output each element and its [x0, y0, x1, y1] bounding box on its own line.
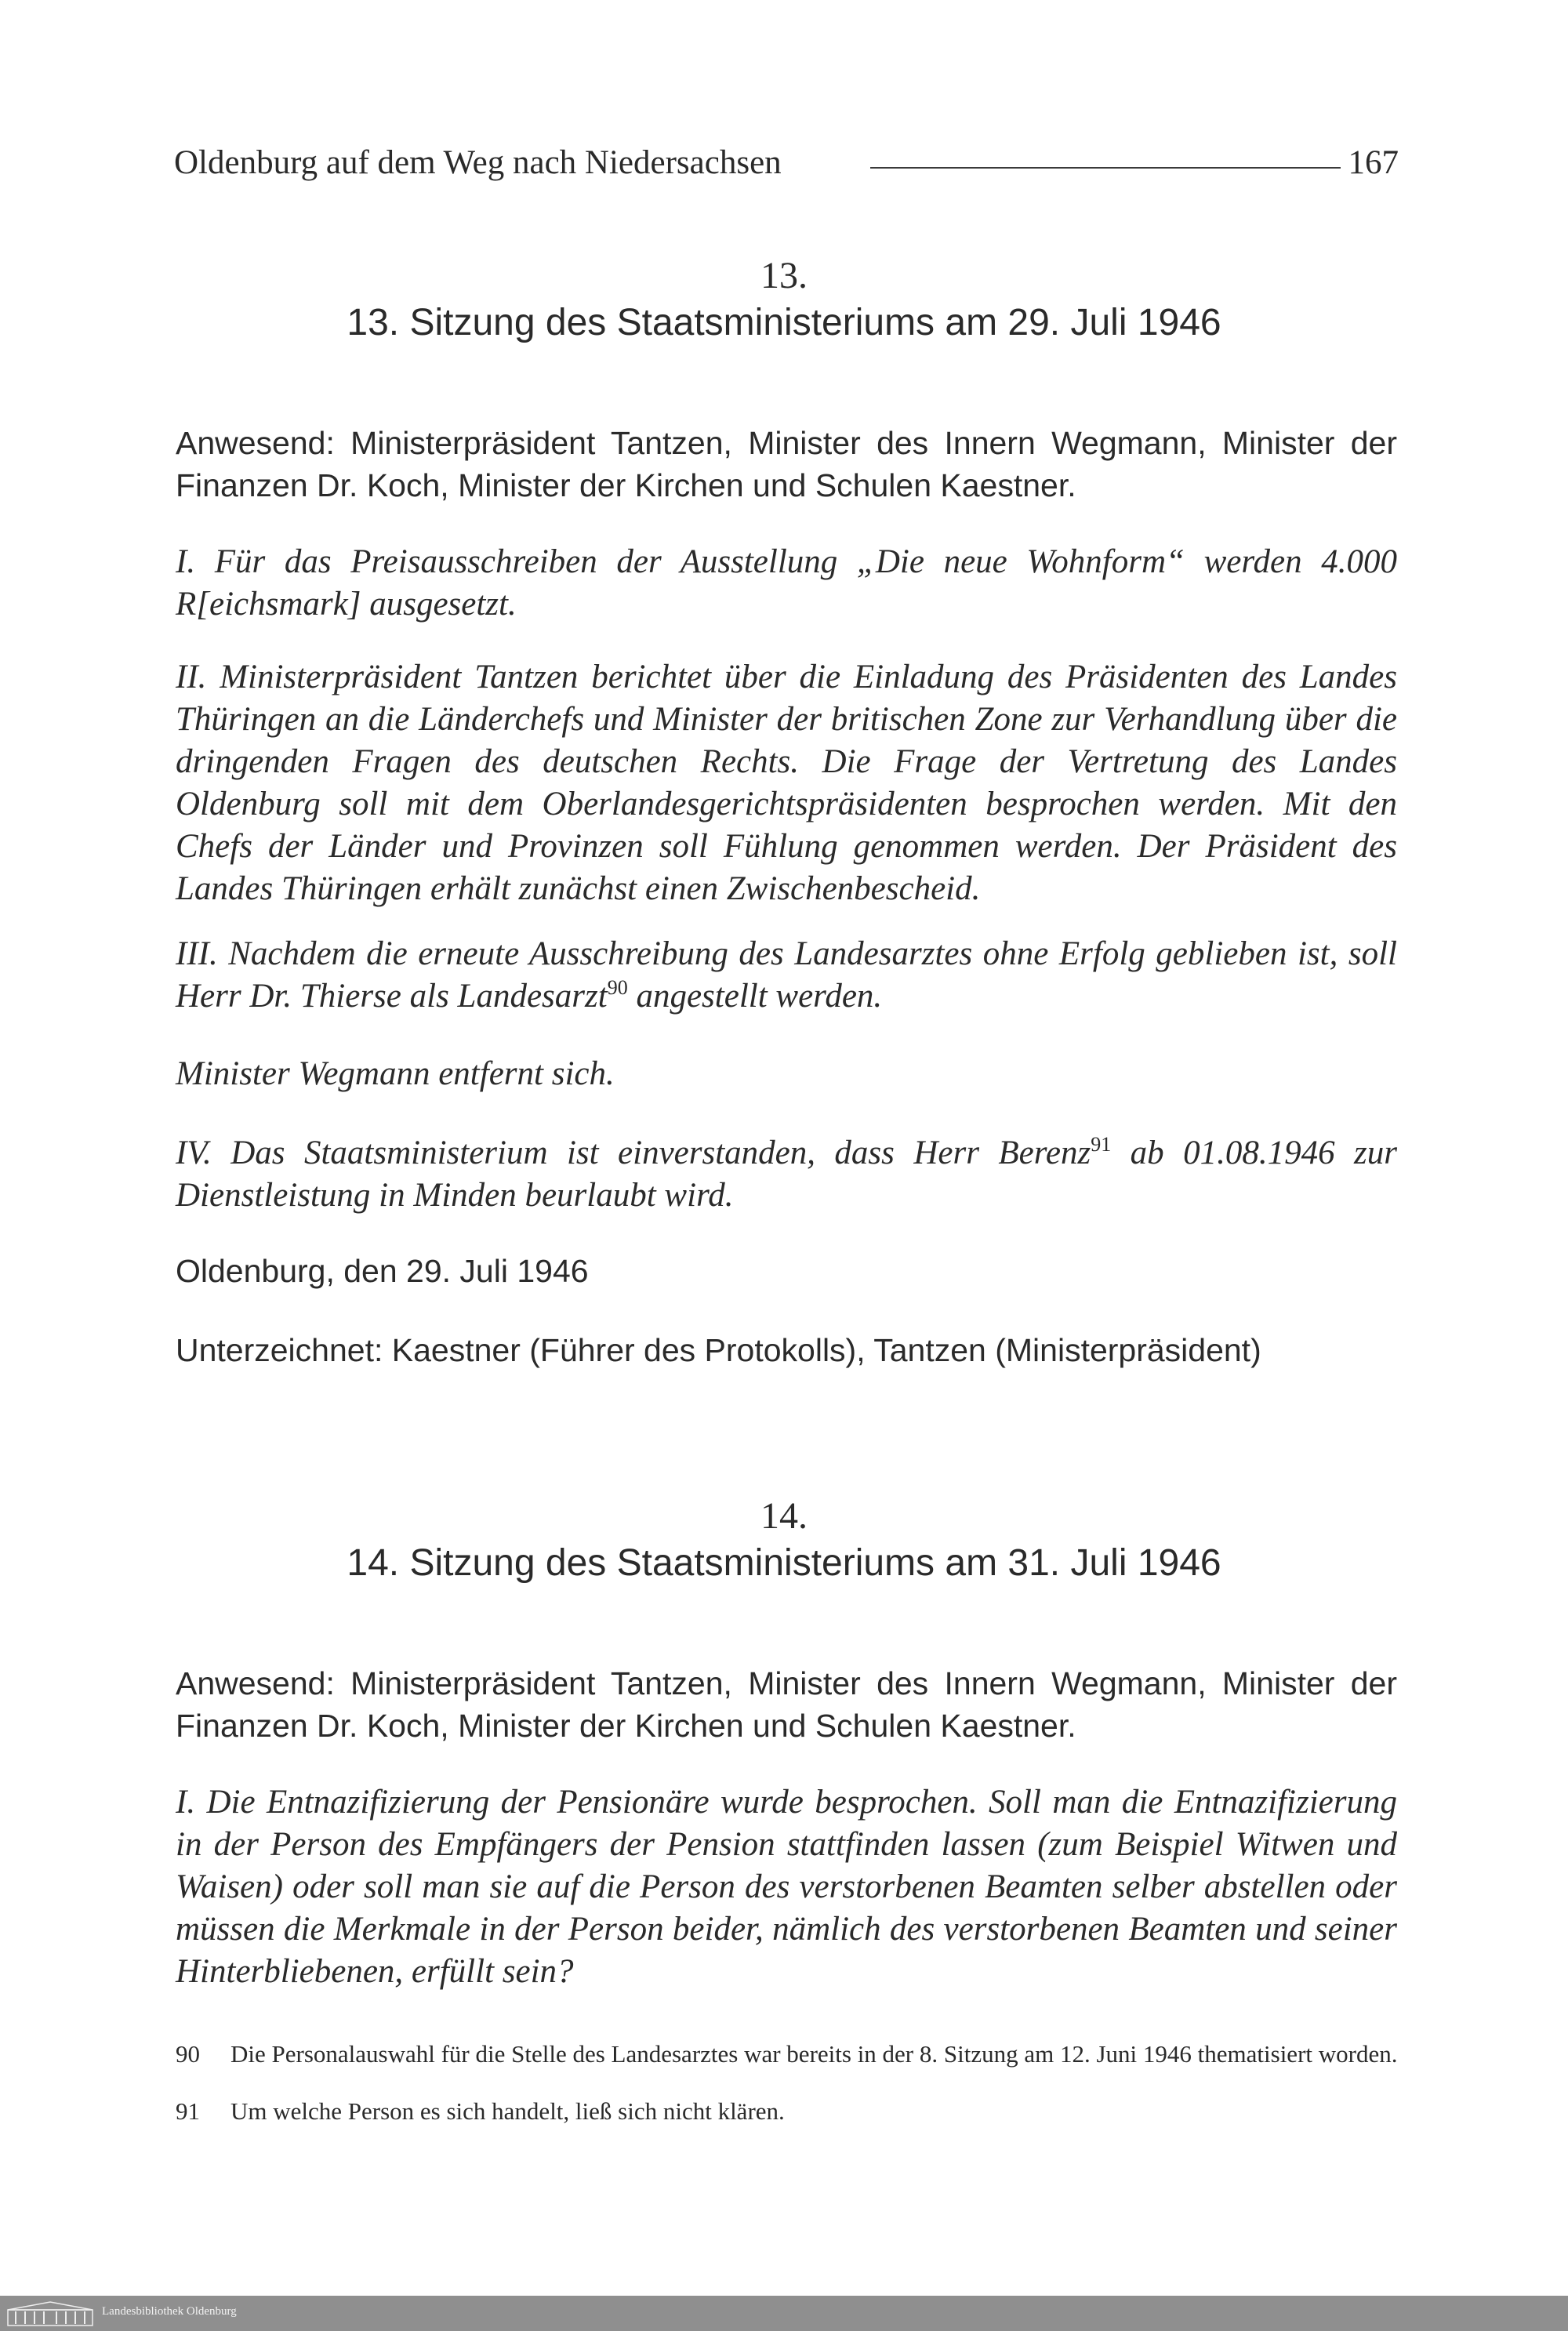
item-3-text-end: angestellt werden. [627, 978, 883, 1015]
section-13-item-3 [176, 933, 1397, 1018]
section-13-signature-line: Unterzeichnet: Kaestner (Führer des Protokolls), Tantzen (Ministerpräsident) [176, 1332, 1261, 1368]
footnote-number: 90 [176, 2040, 200, 2068]
section-13-title: 13. Sitzung des Staatsministeriums am 29. Juli 1946 [347, 302, 1221, 343]
header-rule [870, 167, 1341, 169]
library-footer-bar [0, 2296, 1568, 2331]
footnote-90 [176, 2041, 1399, 2068]
page-number: 167 [1348, 144, 1399, 181]
footnote-text: Um welche Person es sich handelt, ließ sich nicht klären. [230, 2097, 785, 2125]
section-13-attendance: Anwesend: Ministerpräsident Tantzen, Minister des Innern Wegmann, Minister der Finanzen Dr. Koch, Minister der Kirchen und Schulen Kaestner. [176, 425, 1397, 503]
item-3-text: III. Nachdem die erneute Ausschreibung des Landesarztes ohne Erfolg geblieben ist, soll Herr Dr. Thierse als Landesarzt [176, 935, 1397, 1015]
section-14-attendance: Anwesend: Ministerpräsident Tantzen, Minister des Innern Wegmann, Minister der Finanzen Dr. Koch, Minister der Kirchen und Schulen Kaestner. [176, 1665, 1397, 1744]
section-14-title: 14. Sitzung des Staatsministeriums am 31. Juli 1946 [347, 1542, 1221, 1584]
section-13-place-date: Oldenburg, den 29. Juli 1946 [176, 1253, 589, 1289]
footnote-91 [176, 2098, 1399, 2125]
library-name: Landesbibliothek Oldenburg [102, 2305, 237, 2318]
item-4-text-end: ab 01.08.1946 zur Dienstleistung in Minden beurlaubt wird. [176, 1135, 1397, 1214]
running-header [174, 140, 1399, 187]
section-14-number: 14. [760, 1495, 808, 1537]
item-4-text: IV. Das Staatsministerium ist einverstanden, dass Herr Berenz [176, 1135, 1091, 1171]
section-14-item-1: I. Die Entnazifizierung der Pensionäre wurde besprochen. Soll man die Entnazifizierung in der Person des Empfängers der Pension stattfinden lassen (zum Beispiel Witwen und Waisen) oder soll man sie auf die Person des verstorbenen Beamten selber abstellen oder müssen die Merkmale in der Person beider, nämlich des verstorbenen Beamten und seiner Hinterbliebenen, erfüllt sein? [176, 1784, 1397, 1990]
section-13-item-2: II. Ministerpräsident Tantzen berichtet über die Einladung des Präsidenten des Landes Thüringen an die Länderchefs und Minister der britischen Zone zur Verhandlung über die dringenden Fragen des deutschen Rechts. Die Frage der Vertretung des Landes Oldenburg soll mit dem Oberlandesgerichtspräsidenten besprochen werden. Mit den Chefs der Länder und Provinzen soll Fühlung genommen werden. Der Präsident des Landes Thüringen erhält zunächst einen Zwischenbescheid. [176, 659, 1397, 907]
footnote-text: Die Personalauswahl für die Stelle des Landesarztes war bereits in der 8. Sitzung am 12. Juni 1946 thematisiert worden. [230, 2040, 1398, 2068]
library-building-icon [6, 2300, 94, 2327]
section-13-item-4 [176, 1132, 1397, 1217]
section-13-number: 13. [760, 255, 808, 296]
section-13-item-1: I. Für das Preisausschreiben der Ausstellung „Die neue Wohnform“ werden 4.000 R[eichsmark] ausgesetzt. [176, 543, 1397, 623]
footnote-ref-91: 91 [1091, 1133, 1112, 1156]
footnote-number: 91 [176, 2097, 200, 2125]
footnote-ref-90: 90 [607, 976, 628, 999]
running-title: Oldenburg auf dem Weg nach Niedersachsen [174, 144, 782, 181]
section-13-note: Minister Wegmann entfernt sich. [176, 1055, 615, 1092]
